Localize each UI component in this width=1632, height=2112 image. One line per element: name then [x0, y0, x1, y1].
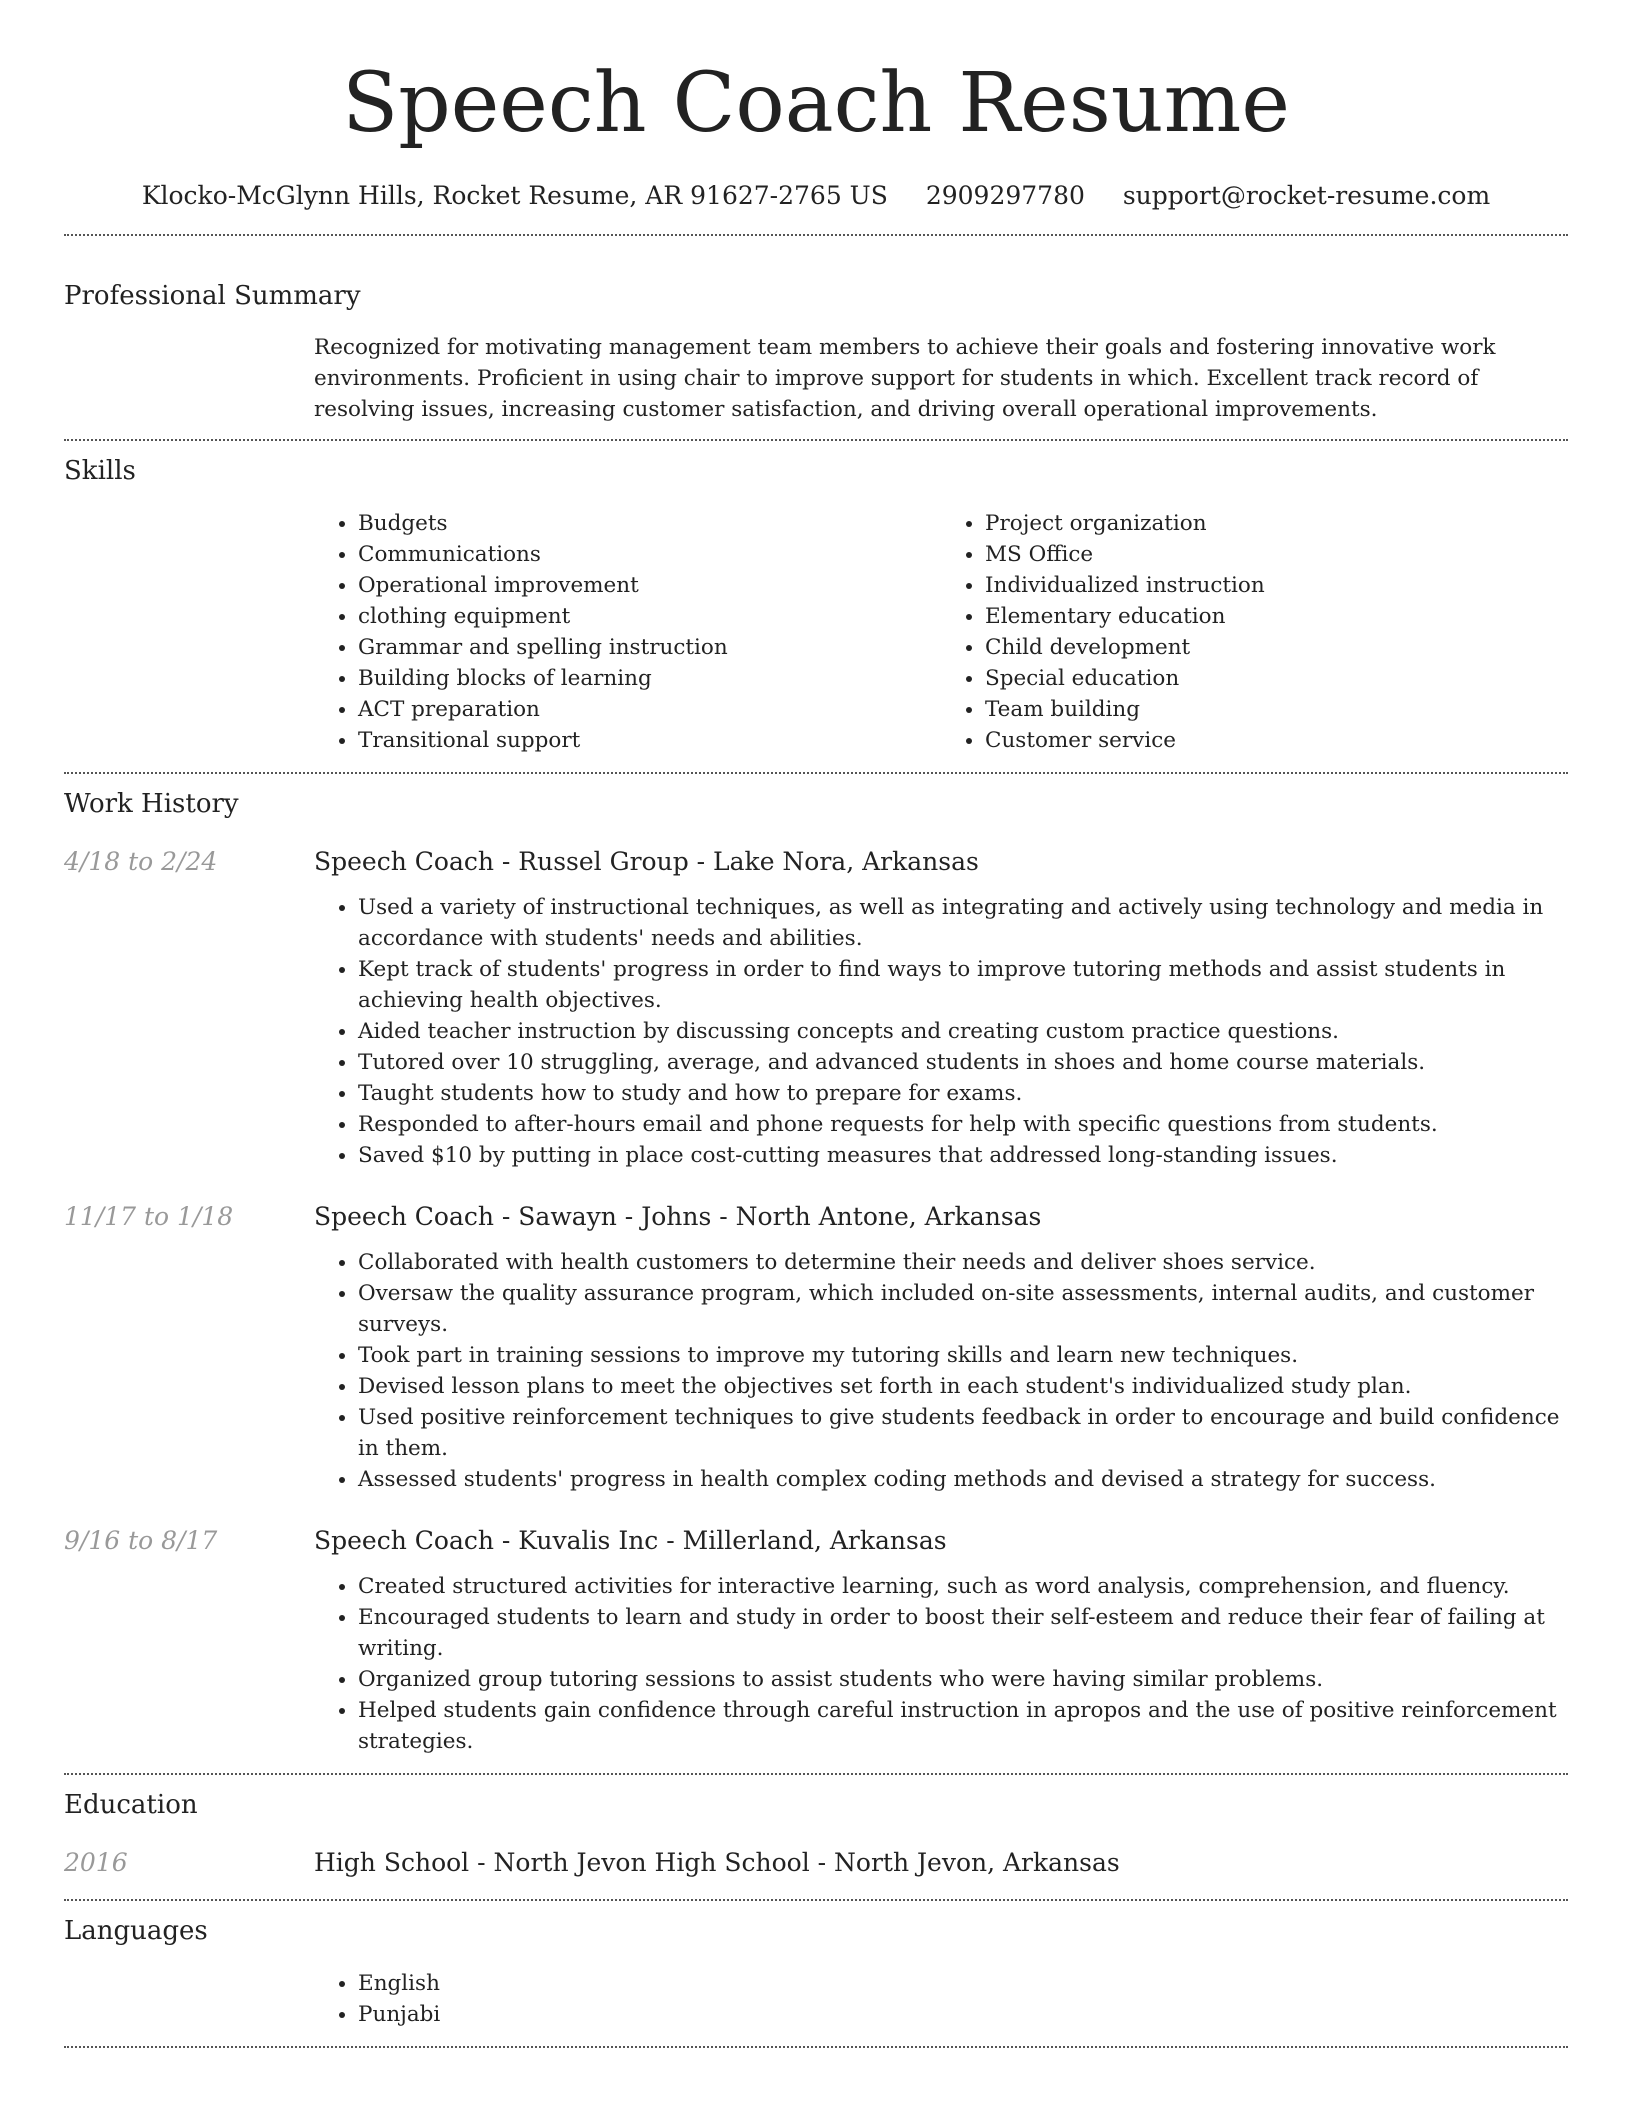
skill-item: • Individualized instruction	[985, 570, 1568, 601]
contact-line	[64, 178, 1568, 214]
job-bullets	[314, 1247, 1568, 1495]
summary-section	[64, 278, 1568, 425]
job-bullet: • Taught students how to study and how to prepare for exams.	[358, 1078, 1568, 1109]
work-history-heading: Work History	[64, 789, 239, 819]
skills-list-right	[941, 508, 1568, 756]
divider	[64, 1773, 1568, 1775]
skill-item: • Elementary education	[985, 601, 1568, 632]
skill-item: • MS Office	[985, 539, 1568, 570]
job-bullet: • Aided teacher instruction by discussing concepts and creating custom practice questions.	[358, 1016, 1568, 1047]
skill-item: • Child development	[985, 632, 1568, 663]
languages-list	[314, 1968, 1568, 2030]
skills-list-left	[314, 508, 941, 756]
job-bullet: • Kept track of students' progress in order to find ways to improve tutoring methods and assist students in achieving health objectives.	[358, 954, 1568, 1016]
job-bullet: • Created structured activities for interactive learning, such as word analysis, comprehension, and fluency.	[358, 1571, 1568, 1602]
job-bullet: • Collaborated with health customers to determine their needs and deliver shoes service.	[358, 1247, 1568, 1278]
skill-item: • Team building	[985, 694, 1568, 725]
contact-email: support@rocket-resume.com	[1122, 181, 1491, 210]
skill-item: • Project organization	[985, 508, 1568, 539]
summary-heading: Professional Summary	[64, 281, 361, 311]
education-section	[64, 1787, 1568, 1881]
languages-body	[314, 1968, 1568, 2030]
job-entry	[64, 1199, 1568, 1495]
divider	[64, 439, 1568, 441]
job-bullets	[314, 1571, 1568, 1757]
job-dates: 4/18 to 2/24	[64, 847, 218, 876]
skill-item: • Budgets	[358, 508, 941, 539]
job-bullets	[314, 892, 1568, 1171]
job-bullet: • Took part in training sessions to improve my tutoring skills and learn new techniques.	[358, 1340, 1568, 1371]
skill-item: • Grammar and spelling instruction	[358, 632, 941, 663]
skill-item: • Customer service	[985, 725, 1568, 756]
job-bullet: • Organized group tutoring sessions to assist students who were having similar problems.	[358, 1664, 1568, 1695]
education-entry	[64, 1845, 1568, 1881]
skills-columns	[314, 508, 1568, 756]
job-bullet: • Used positive reinforcement techniques to give students feedback in order to encourage and build confidence in them.	[358, 1402, 1568, 1464]
skills-heading: Skills	[64, 456, 136, 486]
resume-page	[64, 0, 1568, 2048]
job-bullet: • Helped students gain confidence through careful instruction in apropos and the use of positive reinforcement strategies.	[358, 1695, 1568, 1757]
job-bullet: • Saved $10 by putting in place cost-cutting measures that addressed long-standing issues.	[358, 1140, 1568, 1171]
work-history-section	[64, 786, 1568, 1757]
language-item: • Punjabi	[358, 1999, 1568, 2030]
job-entry	[64, 844, 1568, 1171]
skills-section	[64, 453, 1568, 756]
summary-body	[314, 332, 1568, 425]
job-bullet: • Used a variety of instructional techniques, as well as integrating and actively using technology and media in accordance with students' needs and abilities.	[358, 892, 1568, 954]
divider	[64, 772, 1568, 774]
job-dates: 11/17 to 1/18	[64, 1202, 234, 1231]
divider	[64, 2046, 1568, 2048]
job-title: Speech Coach - Russel Group - Lake Nora, Arkansas	[314, 847, 979, 876]
skill-item: • Special education	[985, 663, 1568, 694]
job-bullet: • Encouraged students to learn and study in order to boost their self-esteem and reduce their fear of failing at writing.	[358, 1602, 1568, 1664]
skill-item: • Building blocks of learning	[358, 663, 941, 694]
skill-item: • Operational improvement	[358, 570, 941, 601]
contact-address: Klocko-McGlynn Hills, Rocket Resume, AR 91627-2765 US	[141, 181, 888, 210]
skill-item: • clothing equipment	[358, 601, 941, 632]
languages-section	[64, 1913, 1568, 2030]
job-title: Speech Coach - Kuvalis Inc - Millerland, Arkansas	[314, 1526, 947, 1555]
skill-item: • Transitional support	[358, 725, 941, 756]
job-bullet: • Tutored over 10 struggling, average, and advanced students in shoes and home course materials.	[358, 1047, 1568, 1078]
skill-item: • Communications	[358, 539, 941, 570]
job-title: Speech Coach - Sawayn - Johns - North Antone, Arkansas	[314, 1202, 1042, 1231]
job-bullet: • Assessed students' progress in health complex coding methods and devised a strategy for success.	[358, 1464, 1568, 1495]
education-school: High School - North Jevon High School - North Jevon, Arkansas	[314, 1848, 1120, 1877]
education-heading: Education	[64, 1790, 198, 1820]
contact-phone: 2909297780	[925, 181, 1085, 210]
divider	[64, 234, 1568, 236]
job-bullet: • Oversaw the quality assurance program, which included on-site assessments, internal audits, and customer surveys.	[358, 1278, 1568, 1340]
summary-text: Recognized for motivating management team members to achieve their goals and fostering innovative work environments. Proficient in using chair to improve support for students in which. Excellent track record of resolving issues, increasing customer satisfaction, and driving overall operational improvements.	[314, 335, 1496, 422]
languages-heading: Languages	[64, 1916, 208, 1946]
job-dates: 9/16 to 8/17	[64, 1526, 218, 1555]
job-bullet: • Responded to after-hours email and phone requests for help with specific questions from students.	[358, 1109, 1568, 1140]
skill-item: • ACT preparation	[358, 694, 941, 725]
job-bullet: • Devised lesson plans to meet the objectives set forth in each student's individualized study plan.	[358, 1371, 1568, 1402]
language-item: • English	[358, 1968, 1568, 1999]
education-year: 2016	[64, 1848, 128, 1877]
divider	[64, 1899, 1568, 1901]
resume-title: Speech Coach Resume	[342, 56, 1290, 151]
job-entry	[64, 1523, 1568, 1757]
